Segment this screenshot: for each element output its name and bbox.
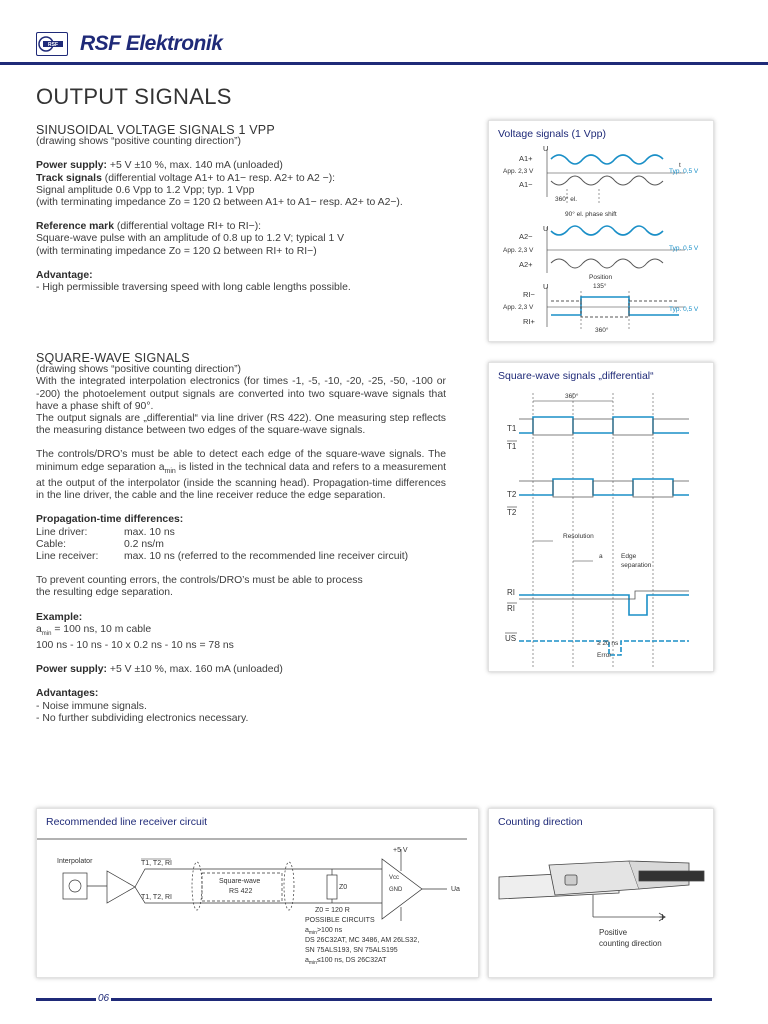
example-line-2: 100 ns - 10 ns - 10 x 0.2 ns - 10 ns = 78 ns [36, 640, 234, 652]
rib-label: RI [507, 604, 515, 613]
track-label: Track signals [36, 172, 102, 184]
a1p-label: A1+ [519, 154, 533, 163]
circuit-diagram [37, 809, 478, 977]
prevent-line-1: To prevent counting errors, the controls/DRO’s must be able to process [36, 575, 363, 587]
power-text: +5 V ±10 %, max. 140 mA (unloaded) [107, 160, 283, 172]
typ-label-3: Typ. 0,5 V [669, 306, 699, 313]
power-label-2: Power supply: [36, 664, 108, 676]
pos135-label: 135° [593, 283, 607, 290]
advantage-label: Advantage: [36, 269, 93, 281]
t-bot-label: T1, T2, RI [141, 894, 172, 901]
square-heading: SQUARE-WAVE SIGNALS [36, 351, 190, 365]
rim-label: RI− [523, 290, 535, 299]
sinusoidal-section [36, 124, 446, 294]
prop-row-cable: Cable: 0.2 ns/m [36, 538, 164, 550]
a1m-label: A1− [519, 180, 533, 189]
vcc-label: Vcc [389, 875, 400, 881]
sinusoidal-heading: SINUSOIDAL VOLTAGE SIGNALS 1 VPP [36, 123, 275, 137]
interpolator-label: Interpolator [57, 858, 93, 865]
square-para-2: The output signals are „differential“ via line driver (RS 422). One measuring step reflects the measuring distance between two edges of the square-wave signals. [36, 413, 446, 437]
advantages-label: Advantages: [36, 688, 99, 700]
voltage-signals-panel [488, 120, 714, 342]
header-rule [0, 62, 768, 65]
ua-label: Ua [451, 886, 460, 893]
example-label: Example: [36, 611, 83, 623]
a2m-label: A2− [519, 232, 533, 241]
us-label: US [505, 634, 517, 643]
position-label: Position [589, 274, 613, 281]
counting-diagram [489, 809, 713, 977]
circuit-line-2: DS 26C32AT, MC 3486, AM 26LS32, [305, 937, 420, 944]
circuit-line-1: $a_{min}>100$ ns [305, 927, 343, 936]
square-section [36, 352, 446, 725]
power-text-2: +5 V ±10 %, max. 160 mA (unloaded) [107, 664, 283, 676]
deg360el-label: 360° el. [555, 196, 578, 203]
t2b-label: T2 [507, 508, 517, 517]
t1b-label: T1 [507, 442, 517, 451]
square-panel-title: Square-wave signals „differential“ [498, 370, 654, 382]
ri-label: RI [507, 588, 515, 597]
edge-label-1: Edge [621, 553, 637, 560]
typ-label-1: Typ. 0,5 V [669, 168, 699, 175]
track-line-3: (with terminating impedance Zo = 120 Ω between A1+ to A1− resp. A2+ to A2−). [36, 197, 403, 209]
plus-sign: + [659, 910, 667, 924]
v5-label: +5 V [393, 847, 408, 854]
gnd-label: GND [389, 887, 403, 893]
page-title: OUTPUT SIGNALS [36, 84, 232, 109]
track-line-2: Signal amplitude 0.6 Vpp to 1.2 Vpp; typ. 1 Vpp [36, 184, 255, 196]
brand-name: RSF Elektronik [80, 32, 223, 55]
square-wave-label: Square-wave [219, 878, 261, 885]
deg360-label: 360° [565, 393, 579, 400]
z0-label: Z0 [339, 884, 348, 891]
circuit-panel-title: Recommended line receiver circuit [46, 816, 208, 828]
square-wave-diagram [489, 363, 713, 671]
prop-row-receiver: Line receiver: max. 10 ns (referred to the recommended line receiver circuit) [36, 550, 409, 562]
edge-label-2: separation [621, 562, 652, 569]
ref-text: (differential voltage RI+ to RI−): [113, 221, 262, 233]
line-receiver-panel [36, 808, 479, 978]
positive-label: Positive [599, 928, 628, 937]
square-para-3: The controls/DRO’s must be able to detect each edge of the square-wave signals. The minimum edge separation $a_{min}$ is listed in the technical data and refers to a measurement at the output of the interpolator (inside the scanning head). Propagation-time differences in the line driver, the cable and the line receiver reduce the edge separation. [36, 449, 446, 502]
advantage-line: - High permissible traversing speed with long cable lengths possible. [36, 282, 351, 294]
app-label-1: App. 2,3 V [503, 168, 534, 175]
phase-label: 90° el. phase shift [565, 211, 617, 218]
typ-label-2: Typ. 0,5 V [669, 245, 699, 252]
voltage-signals-diagram [489, 121, 713, 341]
power-label: Power supply: [36, 160, 108, 172]
example-line-1: $a_{min} = 100$ ns, 10 m cable [36, 623, 152, 637]
t-top-label: T1, T2, RI [141, 860, 172, 867]
u-label-3: U [543, 282, 549, 291]
u-label-1: U [543, 144, 549, 153]
t-label-1: t [679, 162, 681, 169]
u-label-2: U [543, 224, 549, 233]
logo-icon [37, 33, 67, 55]
advantage-2: - No further subdividing electronics necessary. [36, 712, 249, 724]
prop-label: Propagation-time differences: [36, 514, 184, 526]
app-label-2: App. 2,3 V [503, 247, 534, 254]
circuit-line-4: $a_{min}\le 100$ ns, DS 26C32AT [305, 957, 387, 966]
voltage-panel-title: Voltage signals (1 Vpp) [498, 128, 606, 140]
page-number: 06 [98, 993, 110, 1004]
resolution-label: Resolution [563, 533, 594, 540]
counting-direction-panel [488, 808, 714, 978]
square-para-1: With the integrated interpolation electronics (for times -1, -5, -10, -20, -25, -50, -100 or -200) the photoelement output signals are converted into two square-wave signals that have a phase shift of 90°. [36, 376, 446, 412]
brand-logo [36, 32, 68, 56]
advantage-1: - Noise immune signals. [36, 700, 147, 712]
prevent-line-2: the resulting edge separation. [36, 587, 173, 599]
deg360-label: 360° [595, 327, 609, 334]
ref-label: Reference mark [36, 221, 114, 233]
a2p-label: A2+ [519, 260, 533, 269]
t1-label: T1 [507, 424, 517, 433]
a-label: a [599, 553, 603, 560]
footer-rule [36, 998, 712, 1001]
sinusoidal-sub: (drawing shows “positive counting direction”) [36, 136, 242, 148]
counting-label: counting direction [599, 939, 662, 948]
error-label: Error [597, 652, 612, 659]
circuit-line-3: SN 75ALS193, SN 75ALS195 [305, 947, 398, 954]
z0eq-label: Z0 = 120 R [315, 907, 350, 914]
t2-label: T2 [507, 490, 517, 499]
counting-panel-title: Counting direction [498, 816, 583, 828]
prop-row-driver: Line driver: max. 10 ns [36, 526, 175, 538]
rs422-label: RS 422 [229, 888, 253, 895]
ge20-label: ≥ 20 ns [597, 640, 619, 647]
square-sub: (drawing shows “positive counting direction”) [36, 364, 242, 376]
rip-label: RI+ [523, 317, 535, 326]
logo-text: RSF [48, 42, 58, 48]
app-label-3: App. 2,3 V [503, 304, 534, 311]
ref-line-3: (with terminating impedance Zo = 120 Ω between RI+ to RI−) [36, 245, 317, 257]
possible-label: POSSIBLE CIRCUITS [305, 917, 375, 924]
track-text: (differential voltage A1+ to A1− resp. A2+ to A2 −): [101, 172, 336, 184]
square-wave-panel [488, 362, 714, 672]
ref-line-2: Square-wave pulse with an amplitude of 0.8 up to 1.2 V; typical 1 V [36, 233, 345, 245]
